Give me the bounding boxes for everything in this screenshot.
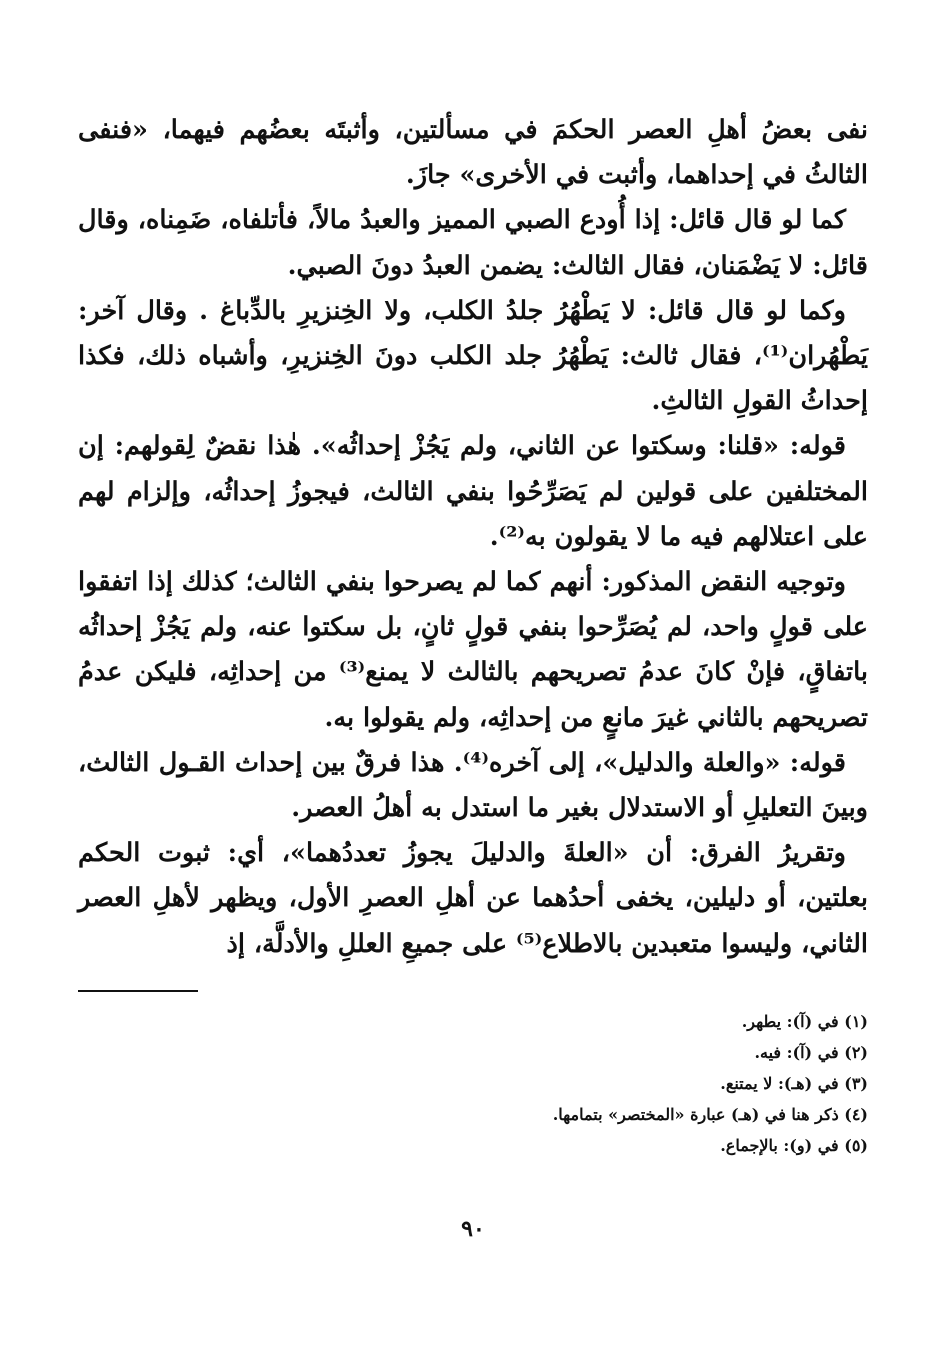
paragraph-1: نفى بعضُ أهلِ العصر الحكمَ في مسألتين، وأثبتَه بعضُهم فيهما، «فنفى الثالثُ في إحداهما، وأثبت في الأخرى» جازَ.: [78, 115, 868, 191]
footnote-separator: [78, 990, 198, 992]
paragraph-5: وتوجيه النقض المذكور: أنهم كما لم يصرحوا بنفي الثالث؛ كذلك إذا اتفقوا على قولٍ واحد، لم يُصَرِّحوا بنفي قولٍ ثانٍ، بل سكتوا عنه، ولم يَجُزْ إحداثُه باتفاقٍ، فإنْ كانَ عدمُ تصريحهم بالثالث لا يمنع⁽³⁾ من إحداثِه، فليكن عدمُ تصريحهم بالثاني غيرَ مانعٍ من إحداثِه، ولم يقولوا به.: [78, 567, 869, 733]
footnote-4: (٤) ذكر هنا في (هـ) عبارة «المختصر» بتمامها.: [552, 1105, 868, 1124]
footnote-5: (٥) في (و): بالإجماع.: [720, 1136, 868, 1155]
footnote-3: (٣) في (هـ): لا يمتنع.: [720, 1074, 868, 1093]
footnotes: [78, 1006, 868, 1161]
paragraph-4: قوله: «قلنا: وسكتوا عن الثاني، ولم يَجُزْ إحداثُه». هٰذا نقضٌ لِقولهم: إن المختلفين على قولين لم يَصَرِّحُوا بنفي الثالث، فيجوزُ إحداثُه، وإلزام لهم على اعتلالهم فيه ما لا يقولون به⁽²⁾.: [78, 431, 868, 552]
paragraph-7: وتقريرُ الفرق: أن «العلةَ والدليلَ يجوزُ تعددُهما»، أي: ثبوت الحكم بعلتين، أو دليلين، يخفى أحدُهما عن أهلِ العصرِ الأول، ويظهر لأهلِ العصر الثاني، وليسوا متعبدين بالاطلاع⁽⁵⁾ على جميعِ العللِ والأدلَّة، إذ: [78, 838, 868, 959]
footnote-1: (١) في (آ): يطهر.: [741, 1012, 868, 1031]
paragraph-2: كما لو قال قائل: إذا أُودع الصبي المميز والعبدُ مالاً، فأتلفاه، ضَمِناه، وقال قائل: لا يَضْمَنان، فقال الثالث: يضمن العبدُ دونَ الصبي.: [78, 205, 868, 281]
footnote-2: (٢) في (آ): فيه.: [754, 1043, 868, 1062]
main-text: [78, 108, 868, 967]
paragraph-6: قوله: «والعلة والدليل»، إلى آخره⁽⁴⁾. هذا فرقٌ بين إحداث القـول الثالث، وبينَ التعليلِ أو الاستدلال بغير ما استدل به أهلُ العصر.: [78, 747, 868, 824]
page-number: ٩٠: [461, 1216, 485, 1242]
paragraph-3: وكما لو قال قائل: لا يَطْهُرُ جلدُ الكلب، ولا الخِنزيرِ بالدِّباغ . وقال آخر: يَطْهُران⁽¹⁾، فقال ثالث: يَطْهُرُ جلد الكلب دونَ الخِنزيرِ، وأشباه ذلك، فكذا إحداثُ القولِ الثالثِ.: [78, 295, 868, 417]
document-page: [78, 108, 868, 1348]
